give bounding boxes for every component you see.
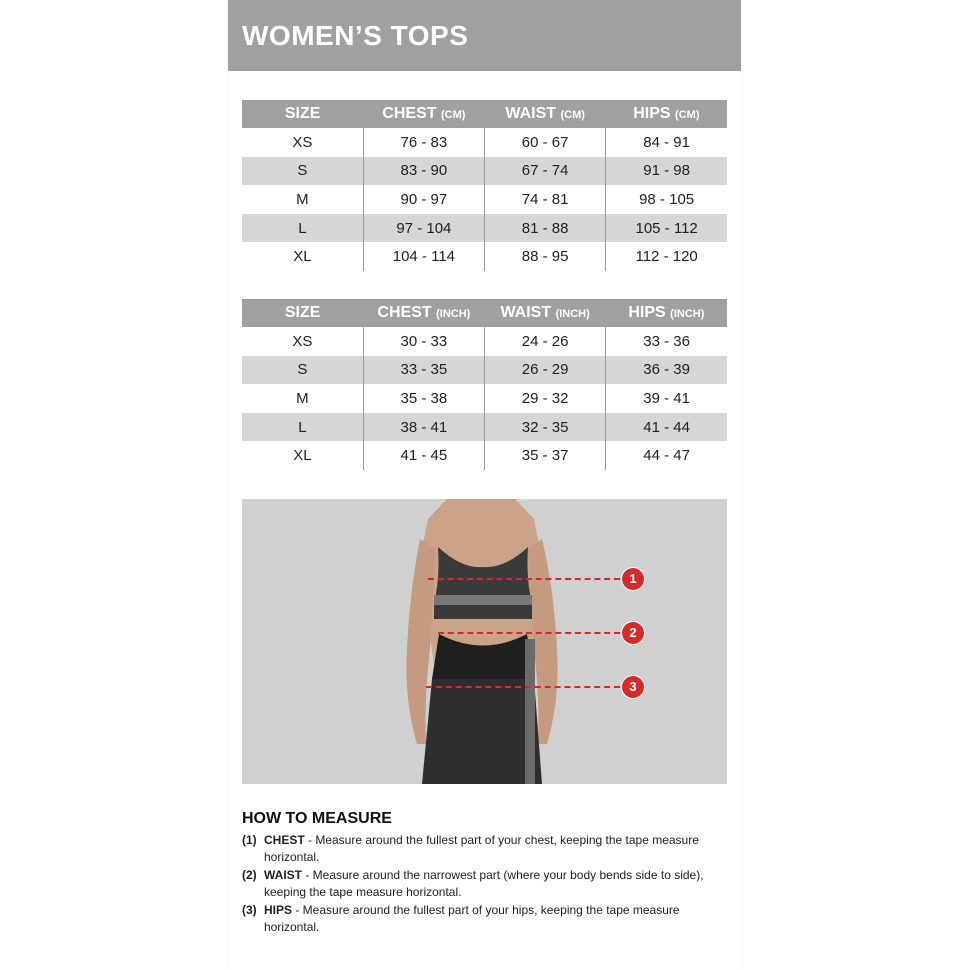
measurement-photo <box>242 499 727 784</box>
hips-cell: 105 - 112 <box>606 214 727 243</box>
hips-cell: 39 - 41 <box>606 384 727 413</box>
waist-cell: 35 - 37 <box>485 441 606 470</box>
waist-cell: 29 - 32 <box>485 384 606 413</box>
list-item <box>242 867 727 901</box>
waist-measure-line <box>438 632 620 634</box>
model-silhouette <box>242 499 727 784</box>
page-title: WOMEN’S TOPS <box>242 20 469 51</box>
size-cell: S <box>242 356 363 385</box>
size-table-cm <box>242 100 727 271</box>
hips-cell: 33 - 36 <box>606 327 727 356</box>
table-row <box>242 157 727 186</box>
chest-marker: 1 <box>622 568 644 590</box>
table-row <box>242 185 727 214</box>
step-term: CHEST <box>264 833 305 847</box>
how-to-heading: HOW TO MEASURE <box>242 810 392 827</box>
waist-cell: 60 - 67 <box>485 128 606 157</box>
size-cell: M <box>296 190 309 208</box>
table-row <box>242 384 727 413</box>
chest-cell: 97 - 104 <box>363 214 484 243</box>
chest-cell: 76 - 83 <box>363 128 484 157</box>
waist-cell: 67 - 74 <box>485 157 606 186</box>
col-header-hips: HIPS (INCH) <box>606 299 727 327</box>
size-table-inch <box>242 299 727 470</box>
size-cell: XL <box>293 248 312 266</box>
step-text: - Measure around the fullest part of your chest, keeping the tape measure horizontal. <box>264 833 699 864</box>
table-row <box>242 441 727 470</box>
chest-cell: 83 - 90 <box>363 157 484 186</box>
waist-marker: 2 <box>622 622 644 644</box>
hips-cell: 112 - 120 <box>606 242 727 271</box>
table-row <box>242 128 727 157</box>
hips-marker: 3 <box>622 676 644 698</box>
size-cell: M <box>296 389 309 407</box>
hips-cell: 84 - 91 <box>606 128 727 157</box>
col-header-chest: CHEST (INCH) <box>363 299 484 327</box>
size-cell: S <box>242 157 363 186</box>
chest-cell: 33 - 35 <box>363 356 484 385</box>
chest-cell: 30 - 33 <box>363 327 484 356</box>
col-header-waist: WAIST (CM) <box>485 100 606 128</box>
waist-cell: 74 - 81 <box>485 185 606 214</box>
step-number: (3) <box>242 903 257 917</box>
table-row <box>242 356 727 385</box>
step-number: (1) <box>242 833 257 847</box>
hips-cell: 44 - 47 <box>606 441 727 470</box>
table-row <box>242 327 727 356</box>
col-header-chest: CHEST (CM) <box>363 100 484 128</box>
chest-cell: 35 - 38 <box>363 384 484 413</box>
size-cell: L <box>242 413 363 442</box>
table-row <box>242 413 727 442</box>
waist-cell: 24 - 26 <box>485 327 606 356</box>
step-text: - Measure around the fullest part of your hips, keeping the tape measure horizontal. <box>264 903 680 934</box>
step-term: HIPS <box>264 903 293 917</box>
chest-measure-line <box>428 578 620 580</box>
list-item <box>242 832 727 866</box>
chest-cell: 41 - 45 <box>363 441 484 470</box>
step-text: - Measure around the narrowest part (where your body bends side to side), keeping the tape measure horizontal. <box>264 868 704 899</box>
waist-cell: 32 - 35 <box>485 413 606 442</box>
col-header-hips: HIPS (CM) <box>606 100 727 128</box>
table-row <box>242 214 727 243</box>
col-header-waist: WAIST (INCH) <box>485 299 606 327</box>
hips-cell: 98 - 105 <box>606 185 727 214</box>
step-term: WAIST <box>264 868 302 882</box>
size-cell: XS <box>292 332 313 350</box>
list-item <box>242 902 727 936</box>
table-row <box>242 242 727 271</box>
size-cell: L <box>242 214 363 243</box>
step-number: (2) <box>242 868 257 882</box>
size-cell: XL <box>293 447 312 465</box>
waist-cell: 88 - 95 <box>485 242 606 271</box>
size-cell: XS <box>292 133 313 151</box>
hips-cell: 91 - 98 <box>606 157 727 186</box>
waist-cell: 81 - 88 <box>485 214 606 243</box>
size-guide-card <box>228 0 741 970</box>
hips-cell: 36 - 39 <box>606 356 727 385</box>
hips-measure-line <box>426 686 620 688</box>
col-header-size: SIZE <box>242 100 363 128</box>
how-to-measure <box>242 810 727 937</box>
hips-cell: 41 - 44 <box>606 413 727 442</box>
col-header-size: SIZE <box>242 299 363 327</box>
chest-cell: 90 - 97 <box>363 185 484 214</box>
chest-cell: 104 - 114 <box>363 242 484 271</box>
chest-cell: 38 - 41 <box>363 413 484 442</box>
waist-cell: 26 - 29 <box>485 356 606 385</box>
title-banner <box>228 0 741 71</box>
